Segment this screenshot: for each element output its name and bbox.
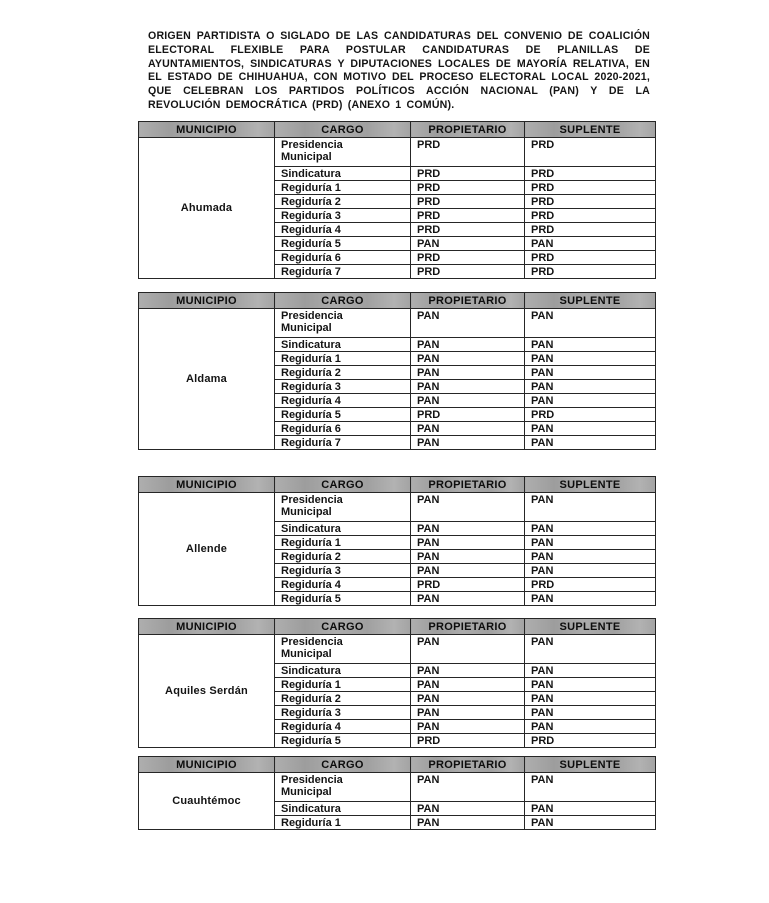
propietario-cell — [411, 522, 525, 536]
suplente-cell — [525, 522, 656, 536]
propietario-value: PAN — [417, 353, 440, 365]
cargo-value: Sindicatura — [281, 803, 341, 815]
suplente-value: PAN — [531, 593, 554, 605]
suplente-value: PRD — [531, 139, 555, 151]
suplente-cell — [525, 536, 656, 550]
cargo-cell — [275, 223, 411, 237]
column-header-propietario: PROPIETARIO — [411, 122, 525, 138]
cargo-cell — [275, 664, 411, 678]
cargo-cell — [275, 436, 411, 450]
propietario-value: PRD — [417, 409, 441, 421]
propietario-value: PAN — [417, 636, 440, 648]
suplente-cell — [525, 237, 656, 251]
cargo-value: Regiduría 5 — [281, 593, 341, 605]
suplente-value: PAN — [531, 803, 554, 815]
column-header-suplente: SUPLENTE — [525, 619, 656, 635]
suplente-cell — [525, 564, 656, 578]
suplente-cell — [525, 816, 656, 830]
column-header-cargo: CARGO — [275, 293, 411, 309]
column-header-propietario: PROPIETARIO — [411, 293, 525, 309]
cargo-cell — [275, 773, 411, 802]
suplente-value: PRD — [531, 579, 555, 591]
suplente-cell — [525, 352, 656, 366]
cargo-cell — [275, 592, 411, 606]
table-row — [139, 138, 656, 167]
suplente-value: PAN — [531, 238, 554, 250]
suplente-value: PAN — [531, 636, 554, 648]
propietario-cell — [411, 394, 525, 408]
document-intro-paragraph: ORIGEN PARTIDISTA O SIGLADO DE LAS CANDIDATURAS DEL CONVENIO DE COALICIÓN ELECTORAL FLEXIBLE PARA POSTULAR CANDIDATURAS DE PLANILLAS DE AYUNTAMIENTOS, SINDICATURAS Y DIPUTACIONES LOCALES DE MAYORÍA RELATIVA, EN EL ESTADO DE CHIHUAHUA, CON MOTIVO DEL PROCESO ELECTORAL LOCAL 2020-2021, QUE CELEBRAN LOS PARTIDOS POLÍTICOS ACCIÓN NACIONAL (PAN) Y DE LA REVOLUCIÓN DEMOCRÁTICA (PRD) (ANEXO 1 COMÚN). — [148, 30, 650, 111]
propietario-cell — [411, 664, 525, 678]
propietario-value: PRD — [417, 168, 441, 180]
suplente-cell — [525, 802, 656, 816]
propietario-cell — [411, 138, 525, 167]
propietario-cell — [411, 265, 525, 279]
propietario-value: PRD — [417, 196, 441, 208]
cargo-value: Regiduría 2 — [281, 196, 341, 208]
propietario-value: PRD — [417, 224, 441, 236]
propietario-value: PAN — [417, 310, 440, 322]
suplente-value: PAN — [531, 551, 554, 563]
cargo-cell — [275, 366, 411, 380]
tables-container — [138, 121, 655, 830]
suplente-cell — [525, 181, 656, 195]
suplente-value: PAN — [531, 423, 554, 435]
suplente-value: PAN — [531, 353, 554, 365]
cargo-value: Regiduría 2 — [281, 367, 341, 379]
propietario-cell — [411, 592, 525, 606]
suplente-cell — [525, 265, 656, 279]
cargo-cell — [275, 720, 411, 734]
propietario-cell — [411, 422, 525, 436]
propietario-value: PAN — [417, 367, 440, 379]
municipality-table-allende — [138, 476, 656, 606]
propietario-cell — [411, 338, 525, 352]
suplente-cell — [525, 773, 656, 802]
propietario-value: PRD — [417, 182, 441, 194]
table-header-row — [139, 757, 656, 773]
cargo-value: Regiduría 1 — [281, 182, 341, 194]
cargo-value: Regiduría 1 — [281, 353, 341, 365]
propietario-cell — [411, 678, 525, 692]
propietario-cell — [411, 635, 525, 664]
propietario-value: PAN — [417, 381, 440, 393]
cargo-value: Regiduría 1 — [281, 817, 341, 829]
propietario-cell — [411, 167, 525, 181]
propietario-value: PRD — [417, 579, 441, 591]
cargo-value: Regiduría 6 — [281, 423, 341, 435]
propietario-cell — [411, 380, 525, 394]
suplente-value: PRD — [531, 182, 555, 194]
suplente-cell — [525, 678, 656, 692]
propietario-cell — [411, 802, 525, 816]
suplente-value: PAN — [531, 693, 554, 705]
column-header-propietario: PROPIETARIO — [411, 477, 525, 493]
propietario-cell — [411, 564, 525, 578]
cargo-cell — [275, 380, 411, 394]
municipality-name: Ahumada — [139, 138, 275, 279]
column-header-propietario: PROPIETARIO — [411, 757, 525, 773]
column-header-cargo: CARGO — [275, 757, 411, 773]
propietario-cell — [411, 223, 525, 237]
propietario-value: PRD — [417, 266, 441, 278]
propietario-cell — [411, 734, 525, 748]
column-header-municipio: MUNICIPIO — [139, 293, 275, 309]
propietario-value: PRD — [417, 735, 441, 747]
propietario-cell — [411, 773, 525, 802]
cargo-cell — [275, 251, 411, 265]
suplente-cell — [525, 223, 656, 237]
cargo-cell — [275, 195, 411, 209]
suplente-cell — [525, 394, 656, 408]
propietario-value: PRD — [417, 252, 441, 264]
propietario-cell — [411, 720, 525, 734]
cargo-value: Regiduría 4 — [281, 721, 341, 733]
cargo-cell — [275, 522, 411, 536]
cargo-cell — [275, 138, 411, 167]
propietario-cell — [411, 309, 525, 338]
cargo-value: Regiduría 4 — [281, 395, 341, 407]
table-header-row — [139, 619, 656, 635]
column-header-suplente: SUPLENTE — [525, 477, 656, 493]
cargo-cell — [275, 352, 411, 366]
propietario-value: PAN — [417, 679, 440, 691]
cargo-cell — [275, 422, 411, 436]
table-header-row — [139, 477, 656, 493]
propietario-value: PAN — [417, 774, 440, 786]
suplente-value: PAN — [531, 774, 554, 786]
propietario-value: PRD — [417, 139, 441, 151]
propietario-value: PRD — [417, 210, 441, 222]
suplente-value: PAN — [531, 310, 554, 322]
suplente-cell — [525, 720, 656, 734]
municipality-name: Aldama — [139, 309, 275, 450]
cargo-cell — [275, 802, 411, 816]
propietario-value: PAN — [417, 565, 440, 577]
suplente-cell — [525, 195, 656, 209]
cargo-value: Regiduría 4 — [281, 579, 341, 591]
propietario-cell — [411, 251, 525, 265]
municipality-table-cuauhtemoc — [138, 756, 656, 830]
propietario-cell — [411, 706, 525, 720]
cargo-value: Regiduría 3 — [281, 707, 341, 719]
suplente-cell — [525, 408, 656, 422]
cargo-value: Presidencia Municipal — [281, 636, 343, 660]
propietario-value: PAN — [417, 537, 440, 549]
cargo-cell — [275, 816, 411, 830]
suplente-value: PAN — [531, 817, 554, 829]
suplente-value: PAN — [531, 494, 554, 506]
suplente-cell — [525, 309, 656, 338]
cargo-value: Presidencia Municipal — [281, 310, 343, 334]
cargo-value: Regiduría 1 — [281, 537, 341, 549]
cargo-value: Sindicatura — [281, 523, 341, 535]
table-row — [139, 635, 656, 664]
cargo-cell — [275, 550, 411, 564]
propietario-cell — [411, 536, 525, 550]
cargo-cell — [275, 338, 411, 352]
propietario-cell — [411, 237, 525, 251]
suplente-cell — [525, 366, 656, 380]
municipality-table-aquiles-serdan — [138, 618, 656, 748]
suplente-cell — [525, 734, 656, 748]
propietario-cell — [411, 436, 525, 450]
suplente-cell — [525, 209, 656, 223]
propietario-value: PAN — [417, 238, 440, 250]
suplente-value: PAN — [531, 395, 554, 407]
suplente-value: PAN — [531, 367, 554, 379]
suplente-cell — [525, 493, 656, 522]
column-header-municipio: MUNICIPIO — [139, 619, 275, 635]
suplente-cell — [525, 436, 656, 450]
cargo-value: Regiduría 7 — [281, 266, 341, 278]
column-header-propietario: PROPIETARIO — [411, 619, 525, 635]
column-header-municipio: MUNICIPIO — [139, 122, 275, 138]
column-header-cargo: CARGO — [275, 122, 411, 138]
propietario-cell — [411, 493, 525, 522]
cargo-cell — [275, 635, 411, 664]
municipality-table-aldama — [138, 292, 656, 450]
suplente-cell — [525, 664, 656, 678]
suplente-value: PAN — [531, 523, 554, 535]
cargo-value: Regiduría 2 — [281, 551, 341, 563]
propietario-value: PAN — [417, 721, 440, 733]
suplente-value: PAN — [531, 665, 554, 677]
suplente-cell — [525, 422, 656, 436]
suplente-cell — [525, 251, 656, 265]
cargo-cell — [275, 309, 411, 338]
propietario-value: PAN — [417, 523, 440, 535]
cargo-value: Sindicatura — [281, 665, 341, 677]
cargo-value: Regiduría 4 — [281, 224, 341, 236]
suplente-cell — [525, 592, 656, 606]
suplente-cell — [525, 380, 656, 394]
cargo-cell — [275, 265, 411, 279]
column-header-cargo: CARGO — [275, 619, 411, 635]
column-header-cargo: CARGO — [275, 477, 411, 493]
cargo-cell — [275, 536, 411, 550]
table-row — [139, 773, 656, 802]
suplente-value: PRD — [531, 266, 555, 278]
municipality-name: Aquiles Serdán — [139, 635, 275, 748]
suplente-value: PRD — [531, 210, 555, 222]
cargo-cell — [275, 237, 411, 251]
cargo-cell — [275, 209, 411, 223]
propietario-cell — [411, 181, 525, 195]
municipality-table-ahumada — [138, 121, 656, 279]
table-header-row — [139, 122, 656, 138]
cargo-cell — [275, 706, 411, 720]
suplente-cell — [525, 578, 656, 592]
suplente-value: PRD — [531, 196, 555, 208]
suplente-value: PRD — [531, 252, 555, 264]
cargo-value: Regiduría 7 — [281, 437, 341, 449]
column-header-municipio: MUNICIPIO — [139, 477, 275, 493]
propietario-cell — [411, 550, 525, 564]
suplente-cell — [525, 550, 656, 564]
propietario-value: PAN — [417, 665, 440, 677]
propietario-cell — [411, 209, 525, 223]
column-header-suplente: SUPLENTE — [525, 757, 656, 773]
cargo-cell — [275, 578, 411, 592]
municipality-name: Allende — [139, 493, 275, 606]
propietario-value: PAN — [417, 693, 440, 705]
suplente-value: PAN — [531, 707, 554, 719]
propietario-value: PAN — [417, 803, 440, 815]
cargo-value: Presidencia Municipal — [281, 139, 343, 163]
cargo-value: Presidencia Municipal — [281, 494, 343, 518]
propietario-value: PAN — [417, 551, 440, 563]
suplente-value: PAN — [531, 537, 554, 549]
suplente-value: PAN — [531, 339, 554, 351]
propietario-value: PAN — [417, 437, 440, 449]
cargo-cell — [275, 167, 411, 181]
suplente-value: PRD — [531, 735, 555, 747]
suplente-cell — [525, 338, 656, 352]
cargo-cell — [275, 564, 411, 578]
suplente-value: PAN — [531, 721, 554, 733]
propietario-value: PAN — [417, 423, 440, 435]
cargo-value: Sindicatura — [281, 339, 341, 351]
cargo-cell — [275, 678, 411, 692]
suplente-cell — [525, 706, 656, 720]
cargo-cell — [275, 408, 411, 422]
propietario-cell — [411, 408, 525, 422]
propietario-cell — [411, 195, 525, 209]
cargo-value: Presidencia Municipal — [281, 774, 343, 798]
cargo-value: Regiduría 5 — [281, 735, 341, 747]
suplente-cell — [525, 692, 656, 706]
column-header-suplente: SUPLENTE — [525, 122, 656, 138]
propietario-value: PAN — [417, 707, 440, 719]
suplente-value: PAN — [531, 437, 554, 449]
suplente-value: PRD — [531, 224, 555, 236]
propietario-value: PAN — [417, 339, 440, 351]
cargo-value: Regiduría 3 — [281, 381, 341, 393]
cargo-cell — [275, 394, 411, 408]
cargo-cell — [275, 493, 411, 522]
suplente-cell — [525, 635, 656, 664]
suplente-cell — [525, 138, 656, 167]
cargo-value: Regiduría 5 — [281, 409, 341, 421]
cargo-cell — [275, 692, 411, 706]
cargo-cell — [275, 734, 411, 748]
propietario-value: PAN — [417, 817, 440, 829]
cargo-cell — [275, 181, 411, 195]
propietario-value: PAN — [417, 395, 440, 407]
propietario-value: PAN — [417, 494, 440, 506]
propietario-cell — [411, 692, 525, 706]
cargo-value: Regiduría 2 — [281, 693, 341, 705]
propietario-cell — [411, 578, 525, 592]
cargo-value: Sindicatura — [281, 168, 341, 180]
suplente-cell — [525, 167, 656, 181]
propietario-cell — [411, 816, 525, 830]
suplente-value: PAN — [531, 679, 554, 691]
suplente-value: PRD — [531, 409, 555, 421]
table-row — [139, 493, 656, 522]
propietario-cell — [411, 352, 525, 366]
municipality-name: Cuauhtémoc — [139, 773, 275, 830]
cargo-value: Regiduría 5 — [281, 238, 341, 250]
table-header-row — [139, 293, 656, 309]
cargo-value: Regiduría 3 — [281, 565, 341, 577]
suplente-value: PAN — [531, 381, 554, 393]
suplente-value: PRD — [531, 168, 555, 180]
column-header-municipio: MUNICIPIO — [139, 757, 275, 773]
cargo-value: Regiduría 1 — [281, 679, 341, 691]
column-header-suplente: SUPLENTE — [525, 293, 656, 309]
cargo-value: Regiduría 3 — [281, 210, 341, 222]
table-row — [139, 309, 656, 338]
suplente-value: PAN — [531, 565, 554, 577]
propietario-value: PAN — [417, 593, 440, 605]
propietario-cell — [411, 366, 525, 380]
cargo-value: Regiduría 6 — [281, 252, 341, 264]
